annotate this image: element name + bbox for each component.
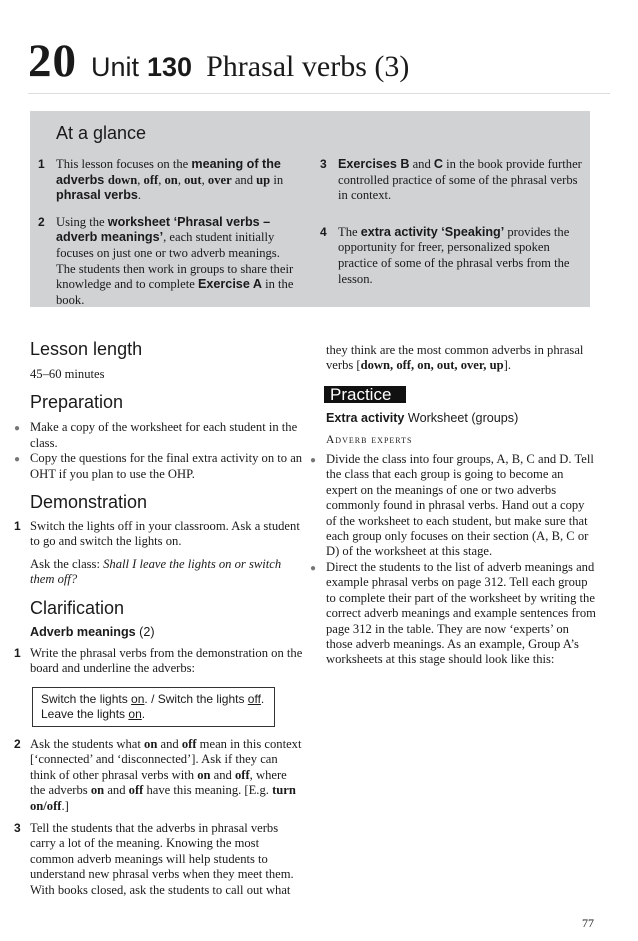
at-a-glance-box bbox=[30, 111, 590, 307]
left-column bbox=[14, 338, 304, 898]
adverb-experts-label: Adverb experts bbox=[326, 433, 413, 446]
unit-header bbox=[28, 34, 409, 88]
bullet-icon: ● bbox=[14, 454, 21, 466]
glance-item-text: Exercises B and C in the book provide further controlled practice of some of the phrasal verbs in context. bbox=[338, 157, 582, 203]
bullet-icon: ● bbox=[310, 455, 317, 467]
glance-item-number: 1 bbox=[38, 157, 45, 171]
list-item: 2 Ask the students what on and off mean in this context [‘connected’ and ‘disconnected’]. Ask if they can think of other phrasal verbs with on and off, where the adverbs on and off have this meaning. [E.g. turn on/off.] bbox=[14, 736, 302, 813]
glance-item-text: Using the worksheet ‘Phrasal verbs – adverb meanings’, each student initially focuses on just one or two adverb meanings. The students then work in groups to share their knowledge and to complete Exercise A in the book. bbox=[56, 214, 294, 307]
extra-activity-subheading: Extra activity Worksheet (groups) bbox=[326, 411, 519, 426]
glance-right-column bbox=[320, 157, 582, 298]
unit-code: 130 bbox=[147, 52, 193, 82]
unit-number: 20 bbox=[28, 35, 77, 87]
glance-left-column bbox=[38, 157, 300, 319]
demonstration-question: Ask the class: Shall I leave the lights on or switch them off? bbox=[30, 556, 282, 587]
demonstration-heading: Demonstration bbox=[30, 492, 148, 513]
bullet-icon: ● bbox=[14, 423, 21, 435]
glance-item-number: 4 bbox=[320, 224, 327, 239]
glance-item-text: This lesson focuses on the meaning of the adverbs down, off, on, out, over and up in phrasal verbs. bbox=[56, 157, 284, 203]
page-title: Phrasal verbs (3) bbox=[206, 50, 410, 83]
list-item: 1 Switch the lights off in your classroom. Ask a student to go and switch the lights on. bbox=[14, 519, 300, 549]
lesson-length-text: 45–60 minutes bbox=[30, 367, 105, 381]
clarification-heading: Clarification bbox=[30, 597, 125, 618]
right-column bbox=[310, 343, 598, 668]
header-divider bbox=[28, 93, 610, 94]
at-a-glance-title: At a glance bbox=[56, 123, 147, 143]
example-box: Switch the lights on. / Switch the lights off. Leave the lights on. bbox=[32, 687, 275, 727]
list-item: 1 Write the phrasal verbs from the demonstration on the board and underline the adverbs: bbox=[14, 646, 303, 676]
glance-item bbox=[320, 157, 582, 204]
lesson-length-heading: Lesson length bbox=[30, 339, 143, 359]
unit-label: Unit bbox=[91, 52, 140, 82]
glance-item bbox=[38, 157, 300, 204]
glance-item bbox=[38, 215, 300, 309]
bullet-icon: ● bbox=[310, 562, 317, 574]
list-item: 3 Tell the students that the adverbs in phrasal verbs carry a lot of the meaning. Knowing the most common adverb meanings will help students to understand new phrasal verbs when they meet them. With books closed, ask the students to call out what bbox=[14, 820, 294, 897]
list-item: ● Make a copy of the worksheet for each student in the class. bbox=[14, 420, 298, 450]
practice-heading: Practice bbox=[324, 386, 406, 403]
glance-item bbox=[320, 225, 582, 287]
continued-text: they think are the most common adverbs in phrasal verbs [down, off, on, out, over, up]. bbox=[326, 343, 584, 373]
page-number: 77 bbox=[582, 916, 594, 930]
list-item: ● Direct the students to the list of adverb meanings and example phrasal verbs on page 312. Tell each group to complete their part of the worksheet by writing the correct adverb meanings and example sentences from page 312 in the table. They are now ‘experts’ on those adverb meanings. As an example, Group A’s worksheets at this stage should look like this: bbox=[310, 559, 596, 667]
glance-item-number: 2 bbox=[38, 214, 45, 229]
preparation-heading: Preparation bbox=[30, 392, 124, 413]
glance-item-text: The extra activity ‘Speaking’ provides the opportunity for freer, personalized spoken practice of some of the phrasal verbs from the lesson. bbox=[338, 224, 570, 286]
clarification-subheading: Adverb meanings (2) bbox=[30, 624, 155, 639]
list-item: ● Divide the class into four groups, A, B, C and D. Tell the class that each group is going to become an expert on the meanings of one or two adverbs commonly found in phrasal verbs. Hand out a copy of the worksheet to each student, but make sure that each group only focuses on their section (A, B, C or D) of the worksheet at this stage. bbox=[310, 452, 594, 559]
glance-item-number: 3 bbox=[320, 157, 327, 171]
list-item: ● Copy the questions for the final extra activity on to an OHT if you plan to use the OHP. bbox=[14, 451, 303, 481]
